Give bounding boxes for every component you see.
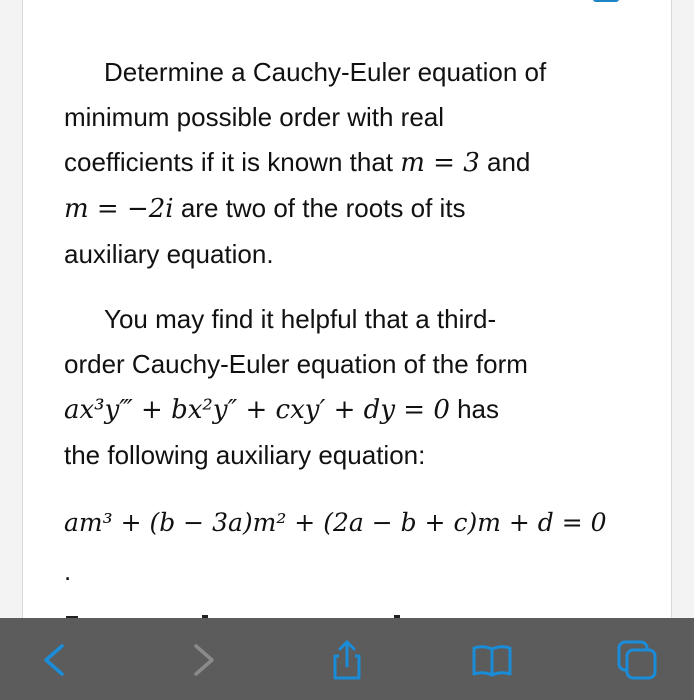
p2-line3-post: has [449, 394, 500, 424]
p1-line3-pre: coefficients if it is known that [64, 147, 401, 177]
share-icon [325, 638, 369, 682]
p2-line4: the following auxiliary equation: [64, 440, 426, 470]
forward-button[interactable] [180, 638, 224, 682]
auxiliary-equation: am³ + (b − 3a)m² + (2a − b + c)m + d = 0 [64, 508, 607, 537]
paragraph-2 [64, 297, 624, 478]
tabs-icon [615, 638, 659, 682]
back-button[interactable] [34, 638, 78, 682]
root-1: m = 3 [400, 148, 480, 178]
p2-lead: You may find it helpful that a third- [104, 304, 497, 334]
p1-line5: auxiliary equation. [64, 239, 274, 269]
p2-line2: order Cauchy-Euler equation of the form [64, 349, 528, 379]
root-2: m = −2i [64, 194, 174, 224]
paragraph-1 [64, 50, 624, 277]
chevron-left-icon [34, 638, 78, 682]
book-icon [470, 638, 514, 682]
share-button[interactable] [325, 638, 369, 682]
p1-line3-post: and [479, 147, 531, 177]
trailing-period: . [64, 556, 72, 586]
bookmarks-button[interactable] [470, 638, 514, 682]
p1-lead: Determine a Cauchy-Euler equation of [104, 57, 547, 87]
chevron-right-icon [180, 638, 224, 682]
p1-line2: minimum possible order with real [64, 102, 445, 132]
cauchy-euler-ode: ax³y‴ + bx²y″ + cxy′ + dy = 0 [64, 395, 450, 425]
p1-line4-post: are two of the roots of its [173, 193, 466, 223]
question-content [64, 50, 624, 594]
tabs-button[interactable] [615, 638, 659, 682]
browser-toolbar [0, 618, 694, 700]
corner-badge [593, 0, 619, 2]
